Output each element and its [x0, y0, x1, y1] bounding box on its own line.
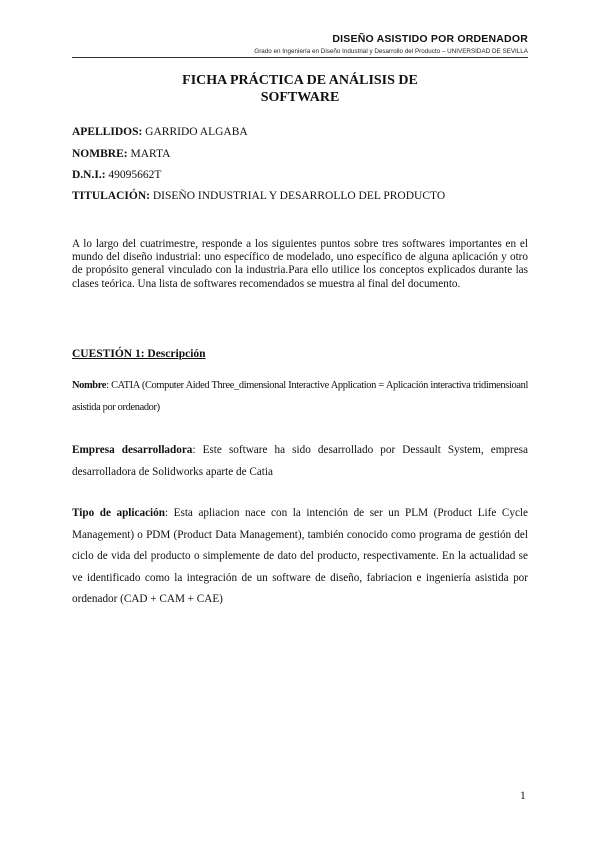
nombre-value: MARTA: [127, 148, 171, 160]
document-title-line1: FICHA PRÁCTICA DE ANÁLISIS DE: [182, 73, 418, 88]
paragraph-empresa: [72, 440, 528, 483]
paragraph-nombre-text: : CATIA (Computer Aided Three_dimensional Interactive Application = Aplicación interactiva tridimensioanl asistida por ordenador): [72, 380, 528, 413]
paragraph-nombre: [72, 375, 528, 418]
section-heading: CUESTIÓN 1: Descripción: [72, 348, 206, 360]
header-course-title: DISEÑO ASISTIDO POR ORDENADOR: [332, 33, 528, 45]
header-subtitle: Grado en Ingeniería en Diseño Industrial y Desarrollo del Producto – UNIVERSIDAD DE SEVILLA: [254, 48, 528, 55]
header-divider: [72, 57, 528, 58]
titulacion-label: TITULACIÓN:: [72, 190, 150, 202]
apellidos-label: APELLIDOS:: [72, 126, 143, 138]
field-apellidos: [72, 126, 248, 138]
paragraph-empresa-label: Empresa desarrolladora: [72, 444, 193, 456]
dni-value: 49095662T: [105, 169, 162, 181]
dni-label: D.N.I.:: [72, 169, 106, 181]
paragraph-tipo: [72, 503, 528, 611]
paragraph-empresa-text: : Este software ha sido desarrollado por Dessault System, empresa desarrolladora de Solidworks aparte de Catia: [72, 444, 528, 478]
titulacion-value: DISEÑO INDUSTRIAL Y DESARROLLO DEL PRODUCTO: [149, 190, 446, 202]
paragraph-nombre-label: Nombre: [72, 380, 107, 391]
nombre-label: NOMBRE:: [72, 148, 128, 160]
paragraph-tipo-label: Tipo de aplicación: [72, 507, 165, 519]
field-titulacion: [72, 190, 445, 202]
page-number: 1: [520, 790, 526, 802]
field-dni: [72, 169, 161, 181]
apellidos-value: GARRIDO ALGABA: [142, 126, 248, 138]
document-title-line2: SOFTWARE: [260, 90, 340, 105]
document-title: [150, 72, 450, 106]
field-nombre: [72, 148, 170, 160]
intro-paragraph: A lo largo del cuatrimestre, responde a los siguientes puntos sobre tres softwares importantes en el mundo del diseño industrial: uno específico de modelado, uno específico de alguna aplicación y otro de propósito general vinculado con la industria.Para ello utilice los conceptos explicados durante las clases teórica. Una lista de softwares recomendados se muestra al final del documento.: [72, 238, 528, 290]
paragraph-tipo-text: : Esta apliacion nace con la intención de ser un PLM (Product Life Cycle Management) o PDM (Product Data Management), también conocido como programa de gestión del ciclo de vida del producto o simplemente de dato del producto, respectivamente. En la actualidad se ve identificado como la integración de un software de diseño, fabriacion e ingeniería asistida por ordenador (CAD + CAM + CAE): [72, 507, 528, 605]
